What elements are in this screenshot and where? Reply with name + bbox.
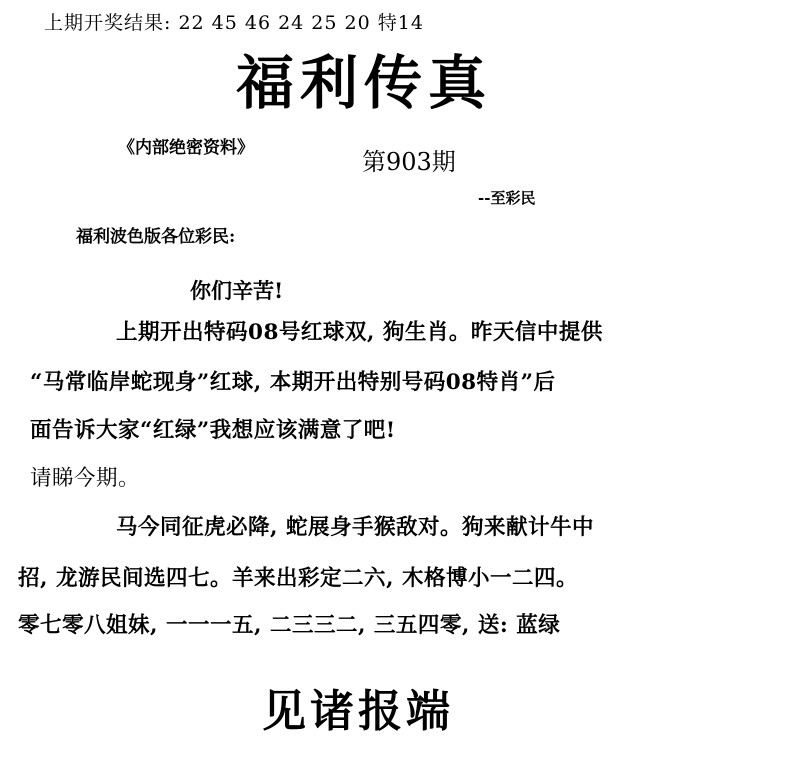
letter-line: “马常临岸蛇现身”红球, 本期开出特别号码08特肖”后 (30, 370, 556, 395)
confidential-tag: 《内部绝密资料》 (118, 138, 254, 158)
page-title: 福利传真 (236, 49, 493, 117)
issue-number: 第903期 (362, 148, 456, 176)
letter-line: 马今同征虎必降, 蛇展身手猴敌对。狗来献计牛中 (116, 515, 594, 540)
letter-line: 招, 龙游民间选四七。羊来出彩定二六, 木格博小一二四。 (18, 566, 578, 591)
letter-line: 面告诉大家“红绿”我想应该满意了吧! (30, 418, 396, 443)
letter-line: 请睇今期。 (30, 466, 141, 491)
greeting: 你们辛苦! (190, 278, 284, 303)
salutation: 福利波色版各位彩民: (76, 227, 236, 247)
letter-line: 上期开出特码08号红球双, 狗生肖。昨天信中提供 (116, 320, 603, 345)
last-draw-result: 上期开奖结果: 22 45 46 24 25 20 特14 (44, 12, 424, 34)
signature: --至彩民 (478, 189, 536, 207)
footer-title: 见诸报端 (262, 686, 454, 737)
letter-line: 零七零八姐妹, 一一一五, 二三三二, 三五四零, 送: 蓝绿 (18, 613, 561, 638)
